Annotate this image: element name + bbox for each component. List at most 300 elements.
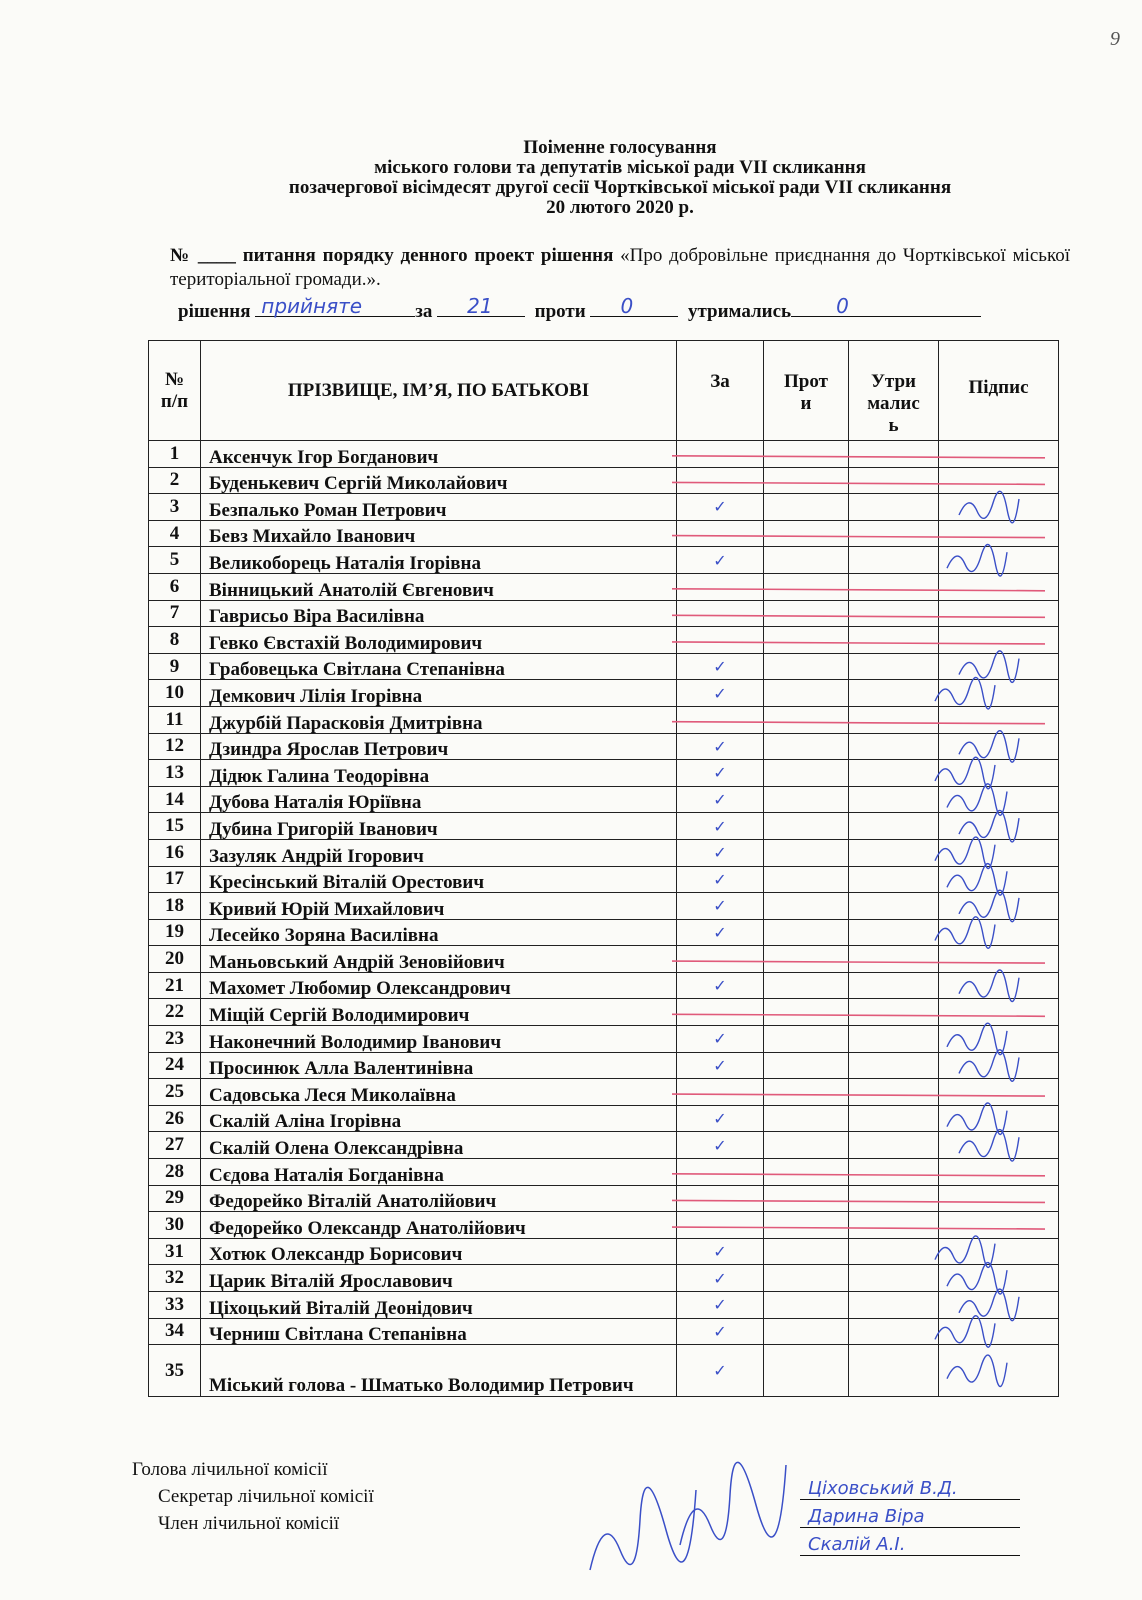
chair-name: Ціховський В.Д. bbox=[808, 1478, 958, 1499]
vote-abstain-cell bbox=[849, 972, 939, 999]
vote-abstain-cell bbox=[849, 573, 939, 600]
header-subtitle-2: позачергової вісімдесят другої сесії Чортківської міської ради VII скликання bbox=[288, 177, 952, 198]
vote-against-cell bbox=[764, 1052, 849, 1079]
deputy-name: Аксенчук Ігор Богданович bbox=[201, 441, 677, 468]
row-number: 31 bbox=[149, 1238, 201, 1265]
secretary-signature-line bbox=[800, 1500, 1020, 1528]
chair-signature-line bbox=[800, 1472, 1020, 1500]
row-number: 35 bbox=[149, 1345, 201, 1397]
signature-cell bbox=[939, 494, 1059, 521]
signature-cell bbox=[939, 1345, 1059, 1397]
vote-for-cell bbox=[677, 813, 764, 840]
document-header bbox=[160, 138, 1080, 218]
table-row bbox=[149, 1132, 1059, 1159]
vote-abstain-cell bbox=[849, 1132, 939, 1159]
vote-for-cell bbox=[677, 866, 764, 893]
vote-for-cell bbox=[677, 1185, 764, 1212]
vote-abstain-cell bbox=[849, 760, 939, 787]
commission-signature-scribble bbox=[680, 1462, 786, 1545]
vote-for-cell bbox=[677, 1345, 764, 1397]
table-row bbox=[149, 972, 1059, 999]
vote-for-cell bbox=[677, 919, 764, 946]
vote-against-cell bbox=[764, 946, 849, 973]
signature-cell bbox=[939, 467, 1059, 494]
vote-abstain-cell bbox=[849, 1318, 939, 1345]
vote-for-cell bbox=[677, 441, 764, 468]
vote-for-cell bbox=[677, 1052, 764, 1079]
vote-check-mark: ✓ bbox=[713, 976, 727, 996]
table-row bbox=[149, 706, 1059, 733]
for-field bbox=[437, 294, 525, 318]
vote-check-mark: ✓ bbox=[713, 1135, 727, 1155]
signature-cell bbox=[939, 999, 1059, 1026]
commission-signature-scribble bbox=[590, 1487, 696, 1570]
signature-cell bbox=[939, 1132, 1059, 1159]
deputy-name: Федорейко Олександр Анатолійович bbox=[201, 1212, 677, 1239]
signature-cell bbox=[939, 520, 1059, 547]
signature-cell bbox=[939, 786, 1059, 813]
vote-check-mark: ✓ bbox=[713, 1295, 727, 1315]
signature-cell bbox=[939, 1318, 1059, 1345]
deputy-name: Махомет Любомир Олександрович bbox=[201, 972, 677, 999]
signature-cell bbox=[939, 547, 1059, 574]
vote-check-mark: ✓ bbox=[713, 816, 727, 836]
row-number: 34 bbox=[149, 1318, 201, 1345]
for-value: 21 bbox=[467, 294, 493, 318]
row-number: 3 bbox=[149, 494, 201, 521]
vote-abstain-cell bbox=[849, 1079, 939, 1106]
decision-value: прийняте bbox=[261, 294, 363, 318]
deputy-name: Гевко Євстахій Володимирович bbox=[201, 627, 677, 654]
row-number: 4 bbox=[149, 520, 201, 547]
deputy-name: Міський голова - Шматько Володимир Петрович bbox=[201, 1345, 677, 1397]
vote-abstain-cell bbox=[849, 1185, 939, 1212]
table-row bbox=[149, 1212, 1059, 1239]
vote-check-mark: ✓ bbox=[713, 896, 727, 916]
vote-for-cell bbox=[677, 1212, 764, 1239]
vote-for-cell bbox=[677, 733, 764, 760]
deputy-name: Дубова Наталія Юріївна bbox=[201, 786, 677, 813]
deputy-name: Бевз Михайло Іванович bbox=[201, 520, 677, 547]
row-number: 30 bbox=[149, 1212, 201, 1239]
vote-for-cell bbox=[677, 999, 764, 1026]
table-row bbox=[149, 760, 1059, 787]
vote-against-cell bbox=[764, 866, 849, 893]
vote-for-cell bbox=[677, 1292, 764, 1319]
vote-abstain-cell bbox=[849, 1105, 939, 1132]
vote-abstain-cell bbox=[849, 520, 939, 547]
vote-for-cell bbox=[677, 1079, 764, 1106]
vote-for-cell bbox=[677, 1026, 764, 1053]
vote-for-cell bbox=[677, 893, 764, 920]
vote-against-cell bbox=[764, 680, 849, 707]
signature-cell bbox=[939, 733, 1059, 760]
vote-against-cell bbox=[764, 1265, 849, 1292]
agenda-item bbox=[170, 244, 1070, 292]
vote-against-cell bbox=[764, 547, 849, 574]
vote-abstain-cell bbox=[849, 866, 939, 893]
row-number: 33 bbox=[149, 1292, 201, 1319]
deputy-name: Дзиндра Ярослав Петрович bbox=[201, 733, 677, 760]
vote-against-cell bbox=[764, 467, 849, 494]
row-number: 28 bbox=[149, 1159, 201, 1186]
table-row bbox=[149, 573, 1059, 600]
signature-cell bbox=[939, 1265, 1059, 1292]
col-header-name: ПРІЗВИЩЕ, ІМ’Я, ПО БАТЬКОВІ bbox=[201, 341, 677, 441]
table-row bbox=[149, 627, 1059, 654]
header-date: 20 лютого 2020 р. bbox=[546, 197, 694, 218]
table-row bbox=[149, 1105, 1059, 1132]
vote-for-cell bbox=[677, 494, 764, 521]
vote-for-cell bbox=[677, 839, 764, 866]
signature-cell bbox=[939, 600, 1059, 627]
deputy-name: Черниш Світлана Степанівна bbox=[201, 1318, 677, 1345]
vote-against-cell bbox=[764, 893, 849, 920]
signature-cell bbox=[939, 573, 1059, 600]
signature-cell bbox=[939, 1026, 1059, 1053]
row-number: 21 bbox=[149, 972, 201, 999]
vote-against-cell bbox=[764, 1132, 849, 1159]
row-number: 5 bbox=[149, 547, 201, 574]
vote-abstain-cell bbox=[849, 680, 939, 707]
deputy-name: Просинюк Алла Валентинівна bbox=[201, 1052, 677, 1079]
row-number: 17 bbox=[149, 866, 201, 893]
table-row bbox=[149, 1159, 1059, 1186]
signature-cell bbox=[939, 627, 1059, 654]
deputy-name: Грабовецька Світлана Степанівна bbox=[201, 653, 677, 680]
signature-cell bbox=[939, 1185, 1059, 1212]
table-row bbox=[149, 919, 1059, 946]
signature-cell bbox=[939, 866, 1059, 893]
vote-against-cell bbox=[764, 1292, 849, 1319]
deputy-name: Лесейко Зоряна Василівна bbox=[201, 919, 677, 946]
deputy-name: Царик Віталій Ярославович bbox=[201, 1265, 677, 1292]
col-header-against: Прот и bbox=[764, 341, 849, 441]
row-number: 32 bbox=[149, 1265, 201, 1292]
row-number: 6 bbox=[149, 573, 201, 600]
deputy-name: Міщій Сергій Володимирович bbox=[201, 999, 677, 1026]
signature-cell bbox=[939, 813, 1059, 840]
vote-for-cell bbox=[677, 1132, 764, 1159]
vote-against-cell bbox=[764, 733, 849, 760]
vote-abstain-cell bbox=[849, 1345, 939, 1397]
row-number: 10 bbox=[149, 680, 201, 707]
deputy-name: Наконечний Володимир Іванович bbox=[201, 1026, 677, 1053]
abstain-value: 0 bbox=[836, 294, 849, 318]
signature-cell bbox=[939, 1212, 1059, 1239]
row-number: 16 bbox=[149, 839, 201, 866]
vote-against-cell bbox=[764, 760, 849, 787]
table-row bbox=[149, 999, 1059, 1026]
deputy-name: Скалій Аліна Ігорівна bbox=[201, 1105, 677, 1132]
table-row bbox=[149, 1052, 1059, 1079]
vote-abstain-cell bbox=[849, 706, 939, 733]
signature-cell bbox=[939, 680, 1059, 707]
vote-for-cell bbox=[677, 520, 764, 547]
signature-cell bbox=[939, 1238, 1059, 1265]
table-row bbox=[149, 680, 1059, 707]
vote-against-cell bbox=[764, 1079, 849, 1106]
deputy-name: Буденькевич Сергій Миколайович bbox=[201, 467, 677, 494]
vote-against-cell bbox=[764, 919, 849, 946]
table-row bbox=[149, 946, 1059, 973]
row-number: 9 bbox=[149, 653, 201, 680]
decision-label: рішення bbox=[178, 301, 251, 322]
vote-for-cell bbox=[677, 547, 764, 574]
deputy-name: Великоборець Наталія Ігорівна bbox=[201, 547, 677, 574]
signature-cell bbox=[939, 653, 1059, 680]
abstain-field bbox=[791, 294, 981, 318]
table-row bbox=[149, 653, 1059, 680]
row-number: 27 bbox=[149, 1132, 201, 1159]
deputy-name: Вінницький Анатолій Євгенович bbox=[201, 573, 677, 600]
agenda-prefix: № ____ питання порядку денного проект рішення bbox=[170, 245, 614, 266]
table-row bbox=[149, 494, 1059, 521]
header-title: Поіменне голосування bbox=[523, 137, 717, 158]
deputy-name: Ціхоцький Віталій Деонідович bbox=[201, 1292, 677, 1319]
vote-abstain-cell bbox=[849, 1212, 939, 1239]
vote-against-cell bbox=[764, 1159, 849, 1186]
vote-check-mark: ✓ bbox=[713, 1055, 727, 1075]
commission-footer bbox=[132, 1456, 374, 1537]
table-row bbox=[149, 866, 1059, 893]
table-row bbox=[149, 1318, 1059, 1345]
chair-label: Голова лічильної комісії bbox=[132, 1459, 328, 1480]
deputy-name: Кривий Юрій Михайлович bbox=[201, 893, 677, 920]
voting-table bbox=[148, 340, 1059, 1397]
row-number: 7 bbox=[149, 600, 201, 627]
vote-check-mark: ✓ bbox=[713, 1029, 727, 1049]
vote-abstain-cell bbox=[849, 494, 939, 521]
vote-abstain-cell bbox=[849, 1238, 939, 1265]
table-row bbox=[149, 467, 1059, 494]
deputy-name: Дубина Григорій Іванович bbox=[201, 813, 677, 840]
vote-for-cell bbox=[677, 972, 764, 999]
signature-cell bbox=[939, 1159, 1059, 1186]
deputy-name: Демкович Лілія Ігорівна bbox=[201, 680, 677, 707]
row-number: 12 bbox=[149, 733, 201, 760]
table-row bbox=[149, 893, 1059, 920]
table-row bbox=[149, 813, 1059, 840]
row-number: 23 bbox=[149, 1026, 201, 1053]
col-header-abstain: Утри малис ь bbox=[849, 341, 939, 441]
vote-for-cell bbox=[677, 706, 764, 733]
vote-against-cell bbox=[764, 1026, 849, 1053]
vote-check-mark: ✓ bbox=[713, 1109, 727, 1129]
table-row bbox=[149, 600, 1059, 627]
row-number: 14 bbox=[149, 786, 201, 813]
vote-against-cell bbox=[764, 600, 849, 627]
signature-cell bbox=[939, 946, 1059, 973]
col-header-number: № п/п bbox=[149, 341, 201, 441]
vote-check-mark: ✓ bbox=[713, 763, 727, 783]
row-number: 24 bbox=[149, 1052, 201, 1079]
vote-check-mark: ✓ bbox=[713, 1242, 727, 1262]
member-signature-line bbox=[800, 1528, 1020, 1556]
deputy-name: Кресінський Віталій Орестович bbox=[201, 866, 677, 893]
vote-against-cell bbox=[764, 1238, 849, 1265]
deputy-name: Гаврисьо Віра Василівна bbox=[201, 600, 677, 627]
vote-abstain-cell bbox=[849, 1265, 939, 1292]
vote-for-cell bbox=[677, 760, 764, 787]
table-row bbox=[149, 733, 1059, 760]
vote-check-mark: ✓ bbox=[713, 790, 727, 810]
vote-against-cell bbox=[764, 573, 849, 600]
row-number: 25 bbox=[149, 1079, 201, 1106]
table-row bbox=[149, 1238, 1059, 1265]
table-row bbox=[149, 520, 1059, 547]
signature-cell bbox=[939, 1052, 1059, 1079]
against-label: проти bbox=[534, 301, 586, 322]
decision-line bbox=[178, 294, 1078, 323]
vote-abstain-cell bbox=[849, 1159, 939, 1186]
vote-against-cell bbox=[764, 441, 849, 468]
vote-abstain-cell bbox=[849, 999, 939, 1026]
vote-against-cell bbox=[764, 1318, 849, 1345]
row-number: 18 bbox=[149, 893, 201, 920]
row-number: 2 bbox=[149, 467, 201, 494]
vote-abstain-cell bbox=[849, 919, 939, 946]
vote-for-cell bbox=[677, 1159, 764, 1186]
vote-against-cell bbox=[764, 1345, 849, 1397]
vote-for-cell bbox=[677, 680, 764, 707]
vote-check-mark: ✓ bbox=[713, 736, 727, 756]
secretary-name: Дарина Віра bbox=[808, 1506, 925, 1527]
for-label: за bbox=[415, 301, 433, 322]
vote-abstain-cell bbox=[849, 946, 939, 973]
deputy-name: Маньовський Андрій Зеновійович bbox=[201, 946, 677, 973]
table-row bbox=[149, 839, 1059, 866]
vote-for-cell bbox=[677, 1238, 764, 1265]
deputy-name: Хотюк Олександр Борисович bbox=[201, 1238, 677, 1265]
deputy-name: Безпалько Роман Петрович bbox=[201, 494, 677, 521]
vote-against-cell bbox=[764, 1212, 849, 1239]
member-name: Скалій А.І. bbox=[808, 1534, 906, 1555]
page-number: 9 bbox=[1110, 28, 1120, 50]
row-number: 13 bbox=[149, 760, 201, 787]
row-number: 1 bbox=[149, 441, 201, 468]
vote-check-mark: ✓ bbox=[713, 657, 727, 677]
vote-abstain-cell bbox=[849, 441, 939, 468]
row-number: 19 bbox=[149, 919, 201, 946]
row-number: 11 bbox=[149, 706, 201, 733]
vote-for-cell bbox=[677, 653, 764, 680]
vote-for-cell bbox=[677, 1105, 764, 1132]
deputy-name: Садовська Леся Миколаївна bbox=[201, 1079, 677, 1106]
signature-cell bbox=[939, 893, 1059, 920]
vote-against-cell bbox=[764, 627, 849, 654]
vote-check-mark: ✓ bbox=[713, 497, 727, 517]
row-number: 22 bbox=[149, 999, 201, 1026]
vote-abstain-cell bbox=[849, 1026, 939, 1053]
deputy-name: Скалій Олена Олександрівна bbox=[201, 1132, 677, 1159]
vote-check-mark: ✓ bbox=[713, 1268, 727, 1288]
abstain-label: утримались bbox=[687, 301, 792, 322]
vote-check-mark: ✓ bbox=[713, 683, 727, 703]
vote-against-cell bbox=[764, 706, 849, 733]
row-number: 29 bbox=[149, 1185, 201, 1212]
deputy-name: Зазуляк Андрій Ігорович bbox=[201, 839, 677, 866]
table-row bbox=[149, 441, 1059, 468]
decision-field bbox=[255, 294, 415, 318]
vote-against-cell bbox=[764, 494, 849, 521]
vote-abstain-cell bbox=[849, 653, 939, 680]
col-header-signature: Підпис bbox=[939, 341, 1059, 441]
vote-abstain-cell bbox=[849, 733, 939, 760]
deputy-name: Джурбій Парасковія Дмитрівна bbox=[201, 706, 677, 733]
table-row bbox=[149, 1292, 1059, 1319]
vote-abstain-cell bbox=[849, 1052, 939, 1079]
vote-for-cell bbox=[677, 786, 764, 813]
signature-cell bbox=[939, 919, 1059, 946]
table-row bbox=[149, 1265, 1059, 1292]
row-number: 15 bbox=[149, 813, 201, 840]
secretary-label: Секретар лічильної комісії bbox=[158, 1486, 374, 1507]
vote-abstain-cell bbox=[849, 839, 939, 866]
vote-for-cell bbox=[677, 467, 764, 494]
commission-signatures bbox=[800, 1472, 1020, 1556]
signature-cell bbox=[939, 1105, 1059, 1132]
signature-cell bbox=[939, 1292, 1059, 1319]
vote-against-cell bbox=[764, 813, 849, 840]
col-header-for: За bbox=[677, 341, 764, 441]
table-row bbox=[149, 1185, 1059, 1212]
row-number: 20 bbox=[149, 946, 201, 973]
deputy-name: Дідюк Галина Теодорівна bbox=[201, 760, 677, 787]
vote-check-mark: ✓ bbox=[713, 869, 727, 889]
member-label: Член лічильної комісії bbox=[158, 1513, 340, 1534]
vote-against-cell bbox=[764, 520, 849, 547]
signature-cell bbox=[939, 1079, 1059, 1106]
row-number: 8 bbox=[149, 627, 201, 654]
header-subtitle-1: міського голови та депутатів міської ради VII скликання bbox=[374, 157, 866, 178]
table-row bbox=[149, 1079, 1059, 1106]
vote-abstain-cell bbox=[849, 813, 939, 840]
table-row bbox=[149, 1026, 1059, 1053]
signature-cell bbox=[939, 839, 1059, 866]
vote-abstain-cell bbox=[849, 627, 939, 654]
against-field bbox=[590, 294, 678, 318]
vote-against-cell bbox=[764, 999, 849, 1026]
vote-against-cell bbox=[764, 786, 849, 813]
vote-for-cell bbox=[677, 946, 764, 973]
signature-cell bbox=[939, 760, 1059, 787]
table-row bbox=[149, 547, 1059, 574]
row-number: 26 bbox=[149, 1105, 201, 1132]
vote-for-cell bbox=[677, 1318, 764, 1345]
deputy-name: Сєдова Наталія Богданівна bbox=[201, 1159, 677, 1186]
vote-abstain-cell bbox=[849, 600, 939, 627]
vote-against-cell bbox=[764, 972, 849, 999]
vote-against-cell bbox=[764, 839, 849, 866]
table-row bbox=[149, 1345, 1059, 1397]
deputy-name: Федорейко Віталій Анатолійович bbox=[201, 1185, 677, 1212]
vote-check-mark: ✓ bbox=[713, 1361, 727, 1381]
table-row bbox=[149, 786, 1059, 813]
signature-cell bbox=[939, 972, 1059, 999]
vote-abstain-cell bbox=[849, 786, 939, 813]
vote-abstain-cell bbox=[849, 547, 939, 574]
vote-abstain-cell bbox=[849, 1292, 939, 1319]
signature-cell bbox=[939, 441, 1059, 468]
vote-abstain-cell bbox=[849, 893, 939, 920]
agenda-text: «Про добровільне приєднання до Чортківської міської територіальної громади.». bbox=[170, 245, 1071, 290]
vote-against-cell bbox=[764, 653, 849, 680]
vote-abstain-cell bbox=[849, 467, 939, 494]
vote-against-cell bbox=[764, 1185, 849, 1212]
vote-for-cell bbox=[677, 600, 764, 627]
signature-cell bbox=[939, 706, 1059, 733]
